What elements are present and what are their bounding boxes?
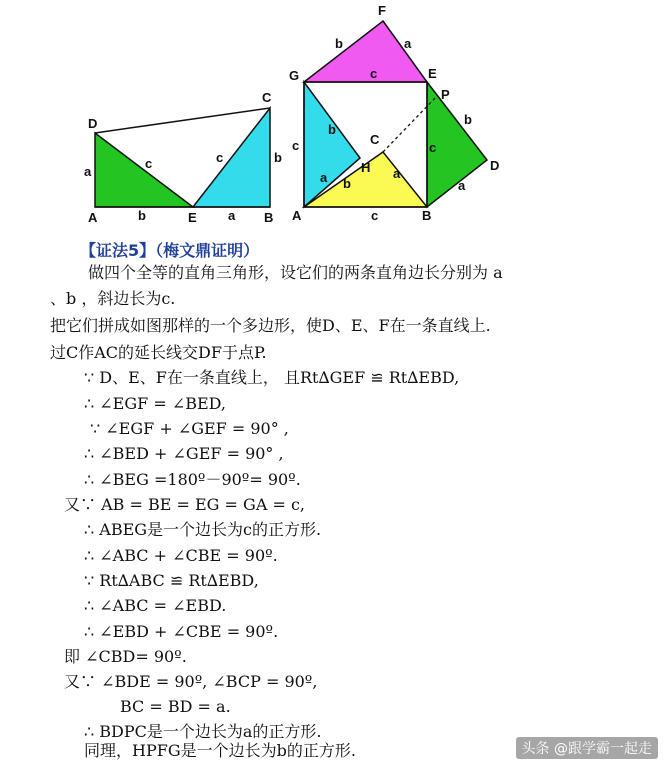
label-F: F: [378, 3, 386, 18]
label-a-left-1: a: [84, 164, 92, 179]
label-b-h: b: [343, 176, 351, 191]
label-C-right: C: [370, 132, 380, 147]
label-E-left: E: [188, 210, 197, 225]
label-E-right: E: [428, 66, 437, 81]
proof-line-15: ∴ ∠EBD + ∠CBE = 90º.: [84, 622, 279, 641]
proof-line-17: 又∵ ∠BDE = 90º, ∠BCP = 90º,: [64, 672, 318, 691]
label-b-left-1: b: [138, 208, 146, 223]
label-B-left: B: [264, 210, 274, 225]
proof-line-14: ∴ ∠ABC = ∠EBD.: [84, 596, 227, 615]
label-c-bottom: c: [371, 208, 379, 223]
proof-line-3: 把它们拼成如图那样的一个多边形，使D、E、F在一条直线上.: [50, 316, 491, 335]
label-A-right: A: [292, 208, 302, 223]
label-a-right: a: [458, 178, 466, 193]
label-b-right: b: [464, 112, 472, 127]
label-a-h1: a: [320, 170, 328, 185]
proof-line-13: ∵ Rt∆ABC ≌ Rt∆EBD,: [84, 571, 259, 590]
proof-line-8: ∴ ∠BED + ∠GEF = 90° ,: [84, 444, 284, 463]
label-c-left-1: c: [145, 156, 153, 171]
proof-line-19: ∴ BDPC是一个边长为a的正方形.: [84, 722, 322, 741]
label-c-left: c: [292, 138, 300, 153]
label-b-left-2: b: [274, 150, 282, 165]
label-B-right: B: [422, 208, 432, 223]
label-c-top: c: [370, 66, 378, 81]
proof-line-5: ∵ D、E、F在一条直线上， 且Rt∆GEF ≌ Rt∆EBD,: [84, 368, 460, 387]
proof-line-4: 过C作AC的延长线交DF于点P.: [50, 343, 267, 362]
label-D-left: D: [88, 116, 98, 131]
proof-line-10: 又∵ AB = BE = EG = GA = c,: [64, 495, 305, 514]
label-b-top: b: [335, 36, 343, 51]
proof-line-2: 、b ，斜边长为c.: [50, 289, 176, 308]
label-H: H: [361, 160, 371, 175]
proof-line-18: BC = BD = a.: [120, 697, 231, 716]
label-a-left-2: a: [228, 208, 236, 223]
proof-line-11: ∴ ABEG是一个边长为c的正方形.: [84, 520, 322, 539]
proof-line-20: 同理，HPFG是一个边长为b的正方形.: [84, 741, 356, 760]
left-cyan-triangle: [193, 108, 270, 207]
geometry-figure: [0, 0, 668, 232]
left-top-line: [95, 108, 270, 133]
proof-line-7: ∵ ∠EGF + ∠GEF = 90° ,: [90, 419, 289, 438]
proof-heading: 【证法5】（梅文鼎证明）: [80, 241, 260, 260]
magenta-triangle: [304, 21, 427, 82]
proof-line-9: ∴ ∠BEG =180º－90º= 90º.: [84, 470, 301, 489]
label-P: P: [441, 87, 450, 102]
label-A-left: A: [88, 210, 98, 225]
label-G: G: [289, 68, 300, 83]
label-c-right: c: [429, 140, 437, 155]
label-a-top: a: [404, 36, 412, 51]
label-c-left-2: c: [216, 150, 224, 165]
proof-line-6: ∴ ∠EGF = ∠BED,: [84, 394, 226, 413]
left-green-triangle: [95, 133, 193, 207]
watermark: 头条 @跟学霸一起走: [516, 737, 658, 759]
proof-line-16: 即 ∠CBD= 90º.: [64, 647, 187, 666]
label-b-left: b: [328, 122, 336, 137]
proof-line-1: 做四个全等的直角三角形，设它们的两条直角边长分别为 a: [88, 263, 503, 282]
label-C-left: C: [262, 90, 272, 105]
proof-line-12: ∴ ∠ABC + ∠CBE = 90º.: [84, 546, 278, 565]
label-D-right: D: [490, 158, 500, 173]
label-a-h2: a: [393, 166, 401, 181]
